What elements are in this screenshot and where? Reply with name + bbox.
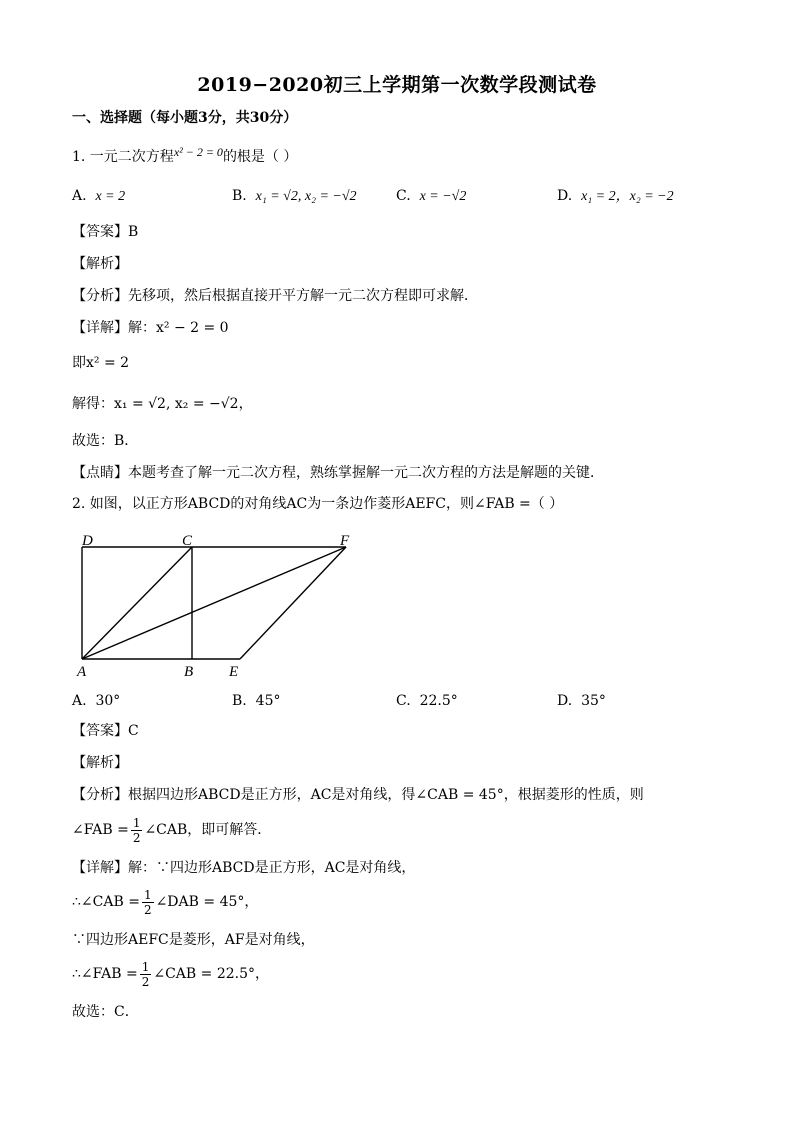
- q1-option-b: [232, 186, 357, 207]
- option-label: B.: [232, 188, 247, 204]
- expr-pre: ∴∠FAB =: [72, 966, 138, 982]
- q1-stem: [72, 147, 297, 167]
- option-label: C.: [396, 188, 411, 204]
- fraction-denominator: 2: [143, 902, 152, 917]
- q1-xiangjie: 【详解】解：x² − 2 = 0: [72, 320, 229, 336]
- q2-fenxi-line2: [72, 814, 271, 846]
- expr-post: ∠DAB = 45°，: [155, 894, 259, 910]
- option-label: B.: [232, 693, 247, 709]
- q2-stem: 2. 如图，以正方形ABCD的对角线AC为一条边作菱形AEFC，则∠FAB =（ ）: [72, 496, 564, 512]
- label-e: E: [229, 664, 239, 680]
- line-ef: [240, 547, 346, 659]
- q1-guxuan: 故选：B．: [72, 433, 139, 449]
- option-text: 30°: [95, 693, 121, 709]
- option-text: x₁ = 2，x₂ = −2: [581, 189, 674, 204]
- line-ac: [82, 547, 192, 659]
- option-text: 45°: [255, 693, 281, 709]
- option-text: x = −√2: [419, 189, 467, 204]
- q1-dianjing: 【点睛】本题考查了解一元二次方程，熟练掌握解一元二次方程的方法是解题的关键．: [72, 465, 604, 481]
- fraction-denominator: 2: [132, 830, 141, 845]
- q2-option-a: [72, 691, 120, 711]
- q1-option-c: [396, 186, 466, 207]
- label-f: F: [340, 533, 350, 549]
- q2-option-b: [232, 691, 280, 711]
- page-title: 2019−2020初三上学期第一次数学段测试卷: [197, 74, 597, 96]
- option-text: x₁ = √2, x₂ = −√2: [255, 189, 357, 204]
- q1-step2: 解得：x₁ = √2, x₂ = −√2，: [72, 396, 253, 412]
- option-label: D.: [557, 188, 573, 204]
- expr-post: ∠CAB = 22.5°，: [153, 966, 270, 982]
- label-b: B: [184, 664, 194, 680]
- fraction-half: [131, 816, 143, 845]
- q1-stem-equation: x² − 2 = 0: [173, 145, 223, 159]
- q2-step1: [72, 886, 258, 918]
- q1-option-d: [557, 186, 674, 207]
- expr-post: ∠CAB，即可解答．: [144, 822, 272, 838]
- q2-guxuan: 故选：C．: [72, 1004, 139, 1020]
- expr-pre: ∴∠CAB =: [72, 894, 140, 910]
- q2-jiexi: 【解析】: [72, 755, 128, 771]
- fraction-denominator: 2: [141, 974, 150, 989]
- q2-answer: 【答案】C: [72, 723, 139, 739]
- option-label: A.: [72, 188, 87, 204]
- q1-step1: 即x² = 2: [72, 355, 130, 371]
- section-heading: 一、选择题（每小题3分，共30分）: [72, 110, 298, 126]
- label-a: A: [77, 664, 87, 680]
- q1-option-a: [72, 186, 125, 207]
- q2-option-d: [557, 691, 606, 711]
- q2-option-c: [396, 691, 458, 711]
- q2-geometry-figure: [72, 528, 372, 680]
- fraction-numerator: 1: [143, 887, 152, 902]
- q1-stem-post: 的根是（ ）: [222, 149, 298, 165]
- option-label: D.: [557, 693, 573, 709]
- label-c: C: [182, 533, 193, 549]
- fraction-numerator: 1: [141, 959, 150, 974]
- expr-pre: ∠FAB =: [72, 822, 129, 838]
- option-text: 35°: [581, 693, 606, 709]
- q2-step2: ∵四边形AEFC是菱形，AF是对角线，: [72, 932, 315, 948]
- q2-xiangjie: 【详解】解：∵四边形ABCD是正方形，AC是对角线，: [72, 860, 416, 876]
- q1-answer: 【答案】B: [72, 224, 139, 240]
- line-af: [82, 547, 346, 659]
- fraction-numerator: 1: [132, 815, 141, 830]
- q1-fenxi: 【分析】先移项，然后根据直接开平方解一元二次方程即可求解．: [72, 288, 478, 304]
- option-label: A.: [72, 693, 87, 709]
- q1-stem-pre: 1. 一元二次方程: [72, 149, 174, 165]
- option-label: C.: [396, 693, 411, 709]
- option-text: x = 2: [95, 189, 126, 204]
- fraction-half: [142, 888, 154, 917]
- label-d: D: [82, 533, 93, 549]
- q2-fenxi-line1: 【分析】根据四边形ABCD是正方形，AC是对角线，得∠CAB = 45°，根据菱形的性质，则: [72, 787, 644, 803]
- option-text: 22.5°: [419, 693, 458, 709]
- q1-jiexi: 【解析】: [72, 256, 128, 272]
- q2-step3: [72, 958, 269, 990]
- fraction-half: [140, 960, 152, 989]
